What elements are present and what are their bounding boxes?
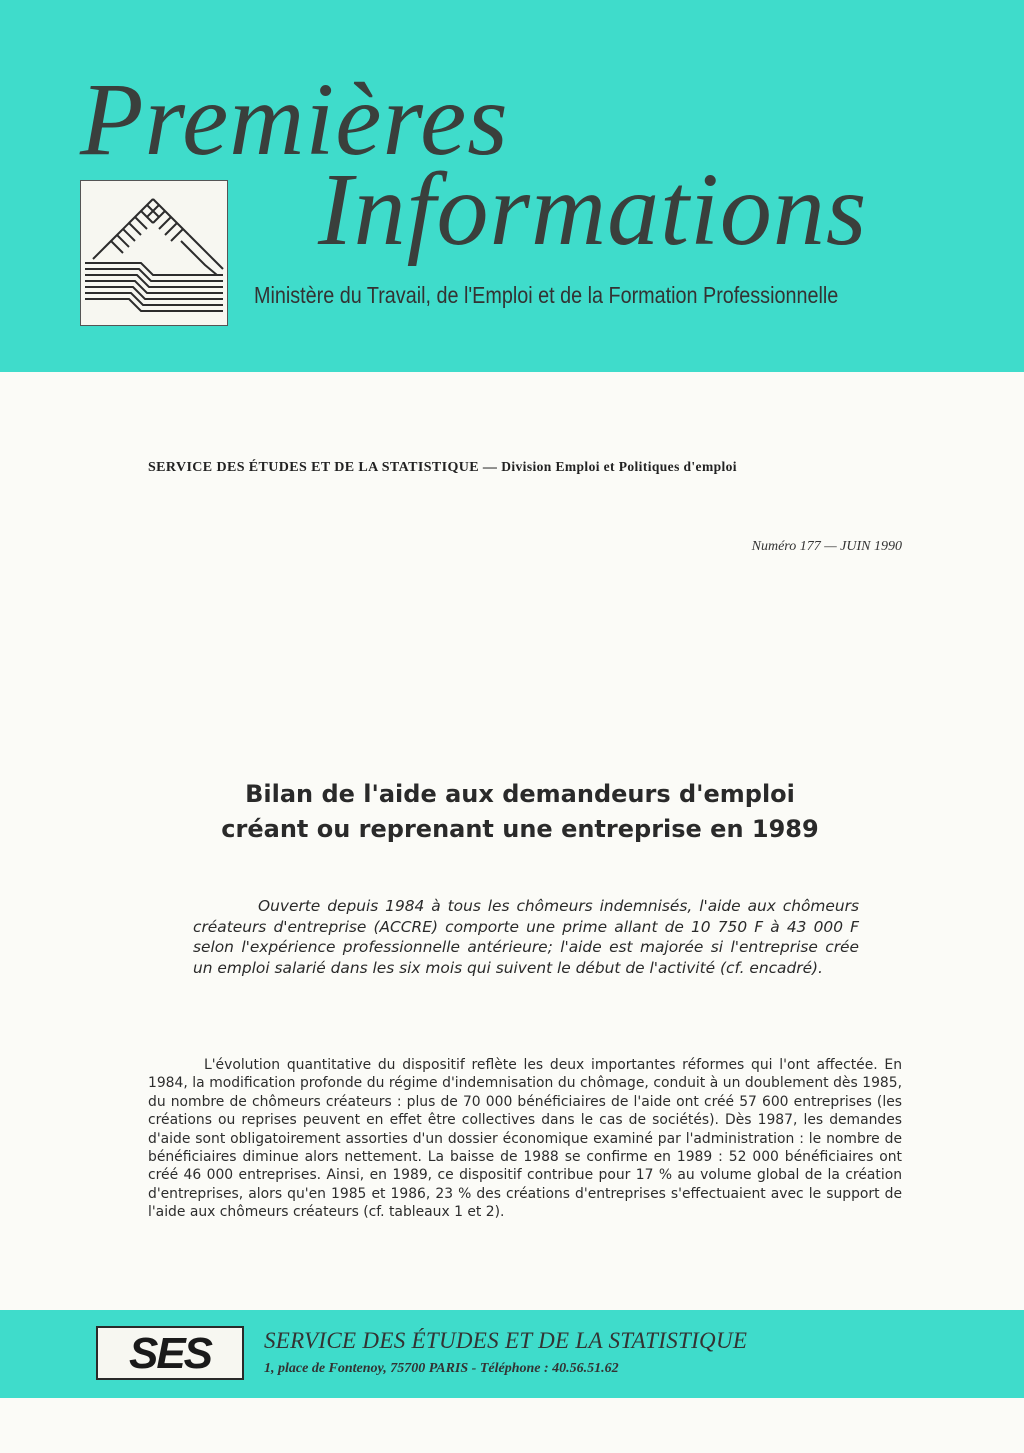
service-separator: —	[482, 460, 498, 475]
article-title-line2: créant ou reprenant une entreprise en 1989	[221, 815, 819, 843]
ses-logo	[96, 1326, 244, 1380]
footer-address: 1, place de Fontenoy, 75700 PARIS - Téléphone : 40.56.51.62	[264, 1361, 619, 1376]
article-title	[140, 777, 900, 847]
ministry-name: Ministère du Travail, de l'Emploi et de la Formation Professionnelle	[254, 282, 839, 308]
article-lead: Ouverte depuis 1984 à tous les chômeurs indemnisés, l'aide aux chômeurs créateurs d'entreprise (ACCRE) comporte une prime allant de 10 750 F à 43 000 F selon l'expérience professionnelle antérieure; l'aide est majorée si l'entreprise crée un emploi salarié dans les six mois qui suivent le début de l'activité (cf. encadré).	[193, 897, 859, 977]
issue-number-date: Numéro 177 — JUIN 1990	[751, 539, 902, 554]
ses-logo-text: SES	[128, 1329, 212, 1378]
footer-service-title: SERVICE DES ÉTUDES ET DE LA STATISTIQUE	[264, 1328, 748, 1353]
service-division-line	[148, 459, 737, 476]
masthead-title-line1: Premières	[80, 62, 509, 177]
article-title-line1: Bilan de l'aide aux demandeurs d'emploi	[245, 780, 795, 808]
masthead-title-line2: Informations	[318, 152, 868, 267]
division-name: Division Emploi et Politiques d'emploi	[501, 459, 737, 474]
service-name: SERVICE DES ÉTUDES ET DE LA STATISTIQUE	[148, 460, 480, 475]
stepped-pyramid-logo-icon	[80, 180, 228, 326]
article-body: L'évolution quantitative du dispositif reflète les deux importantes réformes qui l'ont affectée. En 1984, la modification profonde du régime d'indemnisation du chômage, conduit à un doublement dès 1985, du nombre de chômeurs créateurs : plus de 70 000 bénéficiaires de l'aide ont créé 57 600 entreprises (les créations ou reprises peuvent en effet être collectives dans le cas de sociétés). Dès 1987, les demandes d'aide sont obligatoirement assorties d'un dossier économique examiné par l'administration : le nombre de bénéficiaires diminue alors nettement. La baisse de 1988 se confirme en 1989 : 52 000 bénéficiaires ont créé 46 000 entreprises. Ainsi, en 1989, ce dispositif contribue pour 17 % au volume global de la création d'entreprises, alors qu'en 1985 et 1986, 23 % des créations d'entreprises s'effectuaient avec le support de l'aide aux chômeurs créateurs (cf. tableaux 1 et 2).	[148, 1057, 902, 1221]
